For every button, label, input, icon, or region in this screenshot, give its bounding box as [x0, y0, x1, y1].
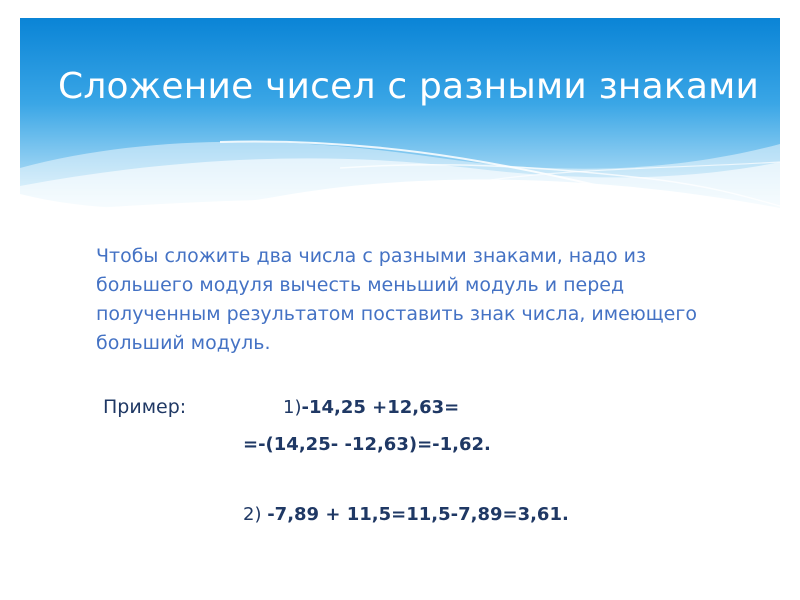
example-line-1 [283, 397, 459, 418]
example-1-expression: -14,25 +12,63= [301, 397, 460, 418]
example-2-expression: -7,89 + 11,5=11,5-7,89=3,61. [267, 504, 569, 525]
slide-title: Сложение чисел с разными знаками [58, 66, 760, 107]
rule-text: Чтобы сложить два числа с разными знаками, надо из большего модуля вычесть меньший модуль и перед полученным результатом поставить знак числа, имеющего больший модуль. [96, 245, 697, 354]
example-2-number: 2) [243, 504, 268, 525]
example-1-number: 1) [283, 397, 302, 418]
example-1-solution: =-(14,25- -12,63)=-1,62. [243, 434, 491, 455]
example-line-2 [243, 434, 491, 455]
example-label: Пример: [103, 396, 187, 418]
example-line-3 [243, 504, 569, 525]
header-background [20, 18, 780, 228]
